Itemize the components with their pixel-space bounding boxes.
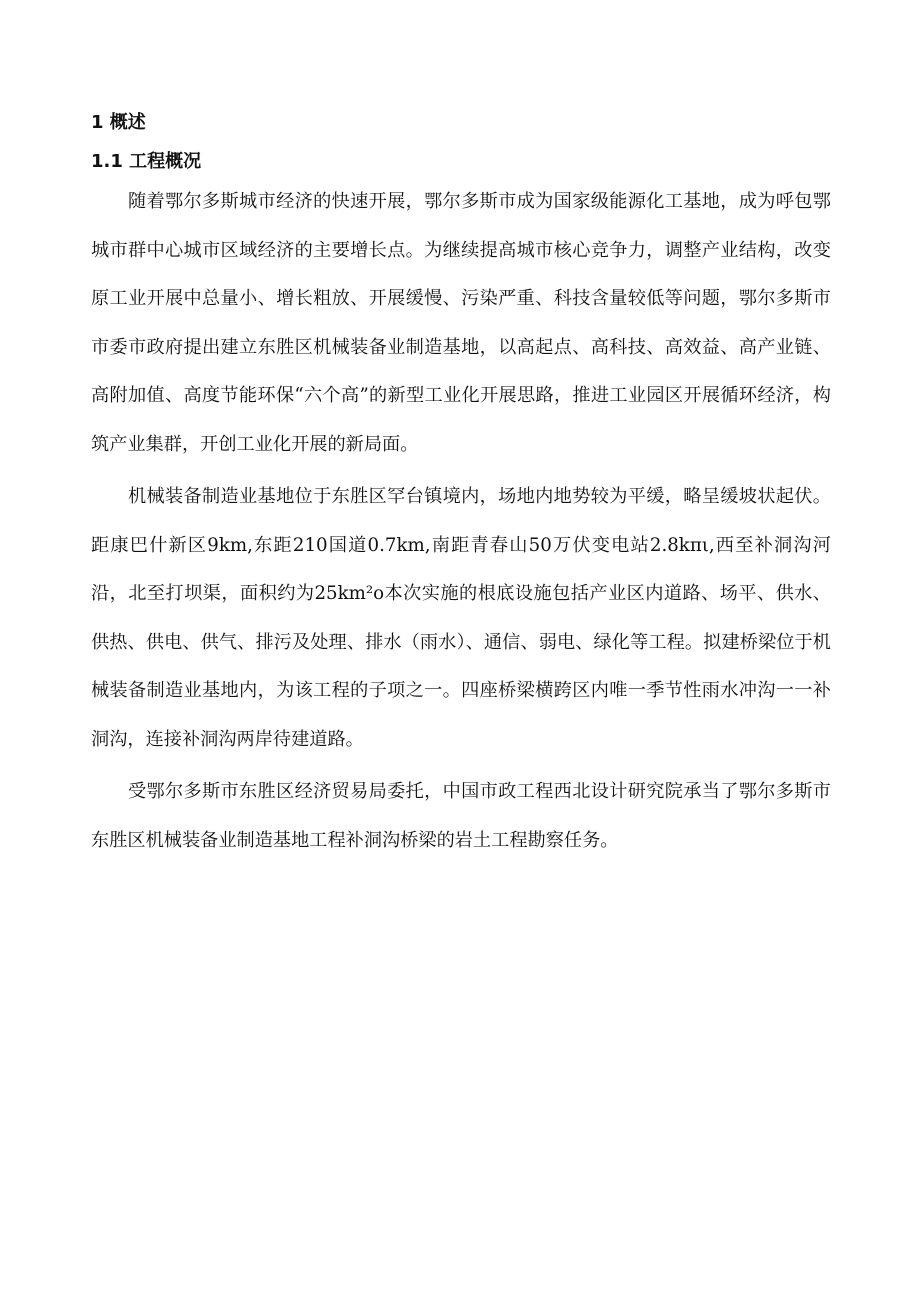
paragraph-commission: 受鄂尔多斯市东胜区经济贸易局委托，中国市政工程西北设计研究院承当了鄂尔多斯市东胜区机械装备业制造基地工程补洞沟桥梁的岩土工程勘察任务。 [91, 781, 831, 851]
paragraph-site-location: 机械装备制造业基地位于东胜区罕台镇境内，场地内地势较为平缓，略呈缓坡状起伏。距康巴什新区9km,东距210国道0.7km,南距青春山50万伏变电站2.8kπι,西至补洞沟河沿，北至打坝渠，面积约为25km²o本次实施的根底设施包括产业区内道路、场平、供水、供热、供电、供气、排污及处理、排水（雨水）、通信、弱电、绿化等工程。拟建桥梁位于机械装备制造业基地内，为该工程的子项之一。四座桥梁横跨区内唯一季节性雨水冲沟一一补洞沟，连接补洞沟两岸待建道路。 [91, 486, 831, 750]
paragraph-overview: 随着鄂尔多斯城市经济的快速开展，鄂尔多斯市成为国家级能源化工基地，成为呼包鄂城市群中心城市区域经济的主要增长点。为继续提高城市核心竞争力，调整产业结构，改变原工业开展中总量小、增长粗放、开展缓慢、污染严重、科技含量较低等问题，鄂尔多斯市市委市政府提出建立东胜区机械装备业制造基地，以高起点、高科技、高效益、高产业链、高附加值、高度节能环保“六个高”的新型工业化开展思路，推进工业园区开展循环经济，构筑产业集群，开创工业化开展的新局面。 [91, 191, 831, 455]
section-heading: 1 概述 [91, 112, 146, 133]
document-body [91, 108, 831, 865]
subsection-heading: 1.1 工程概况 [91, 151, 202, 172]
